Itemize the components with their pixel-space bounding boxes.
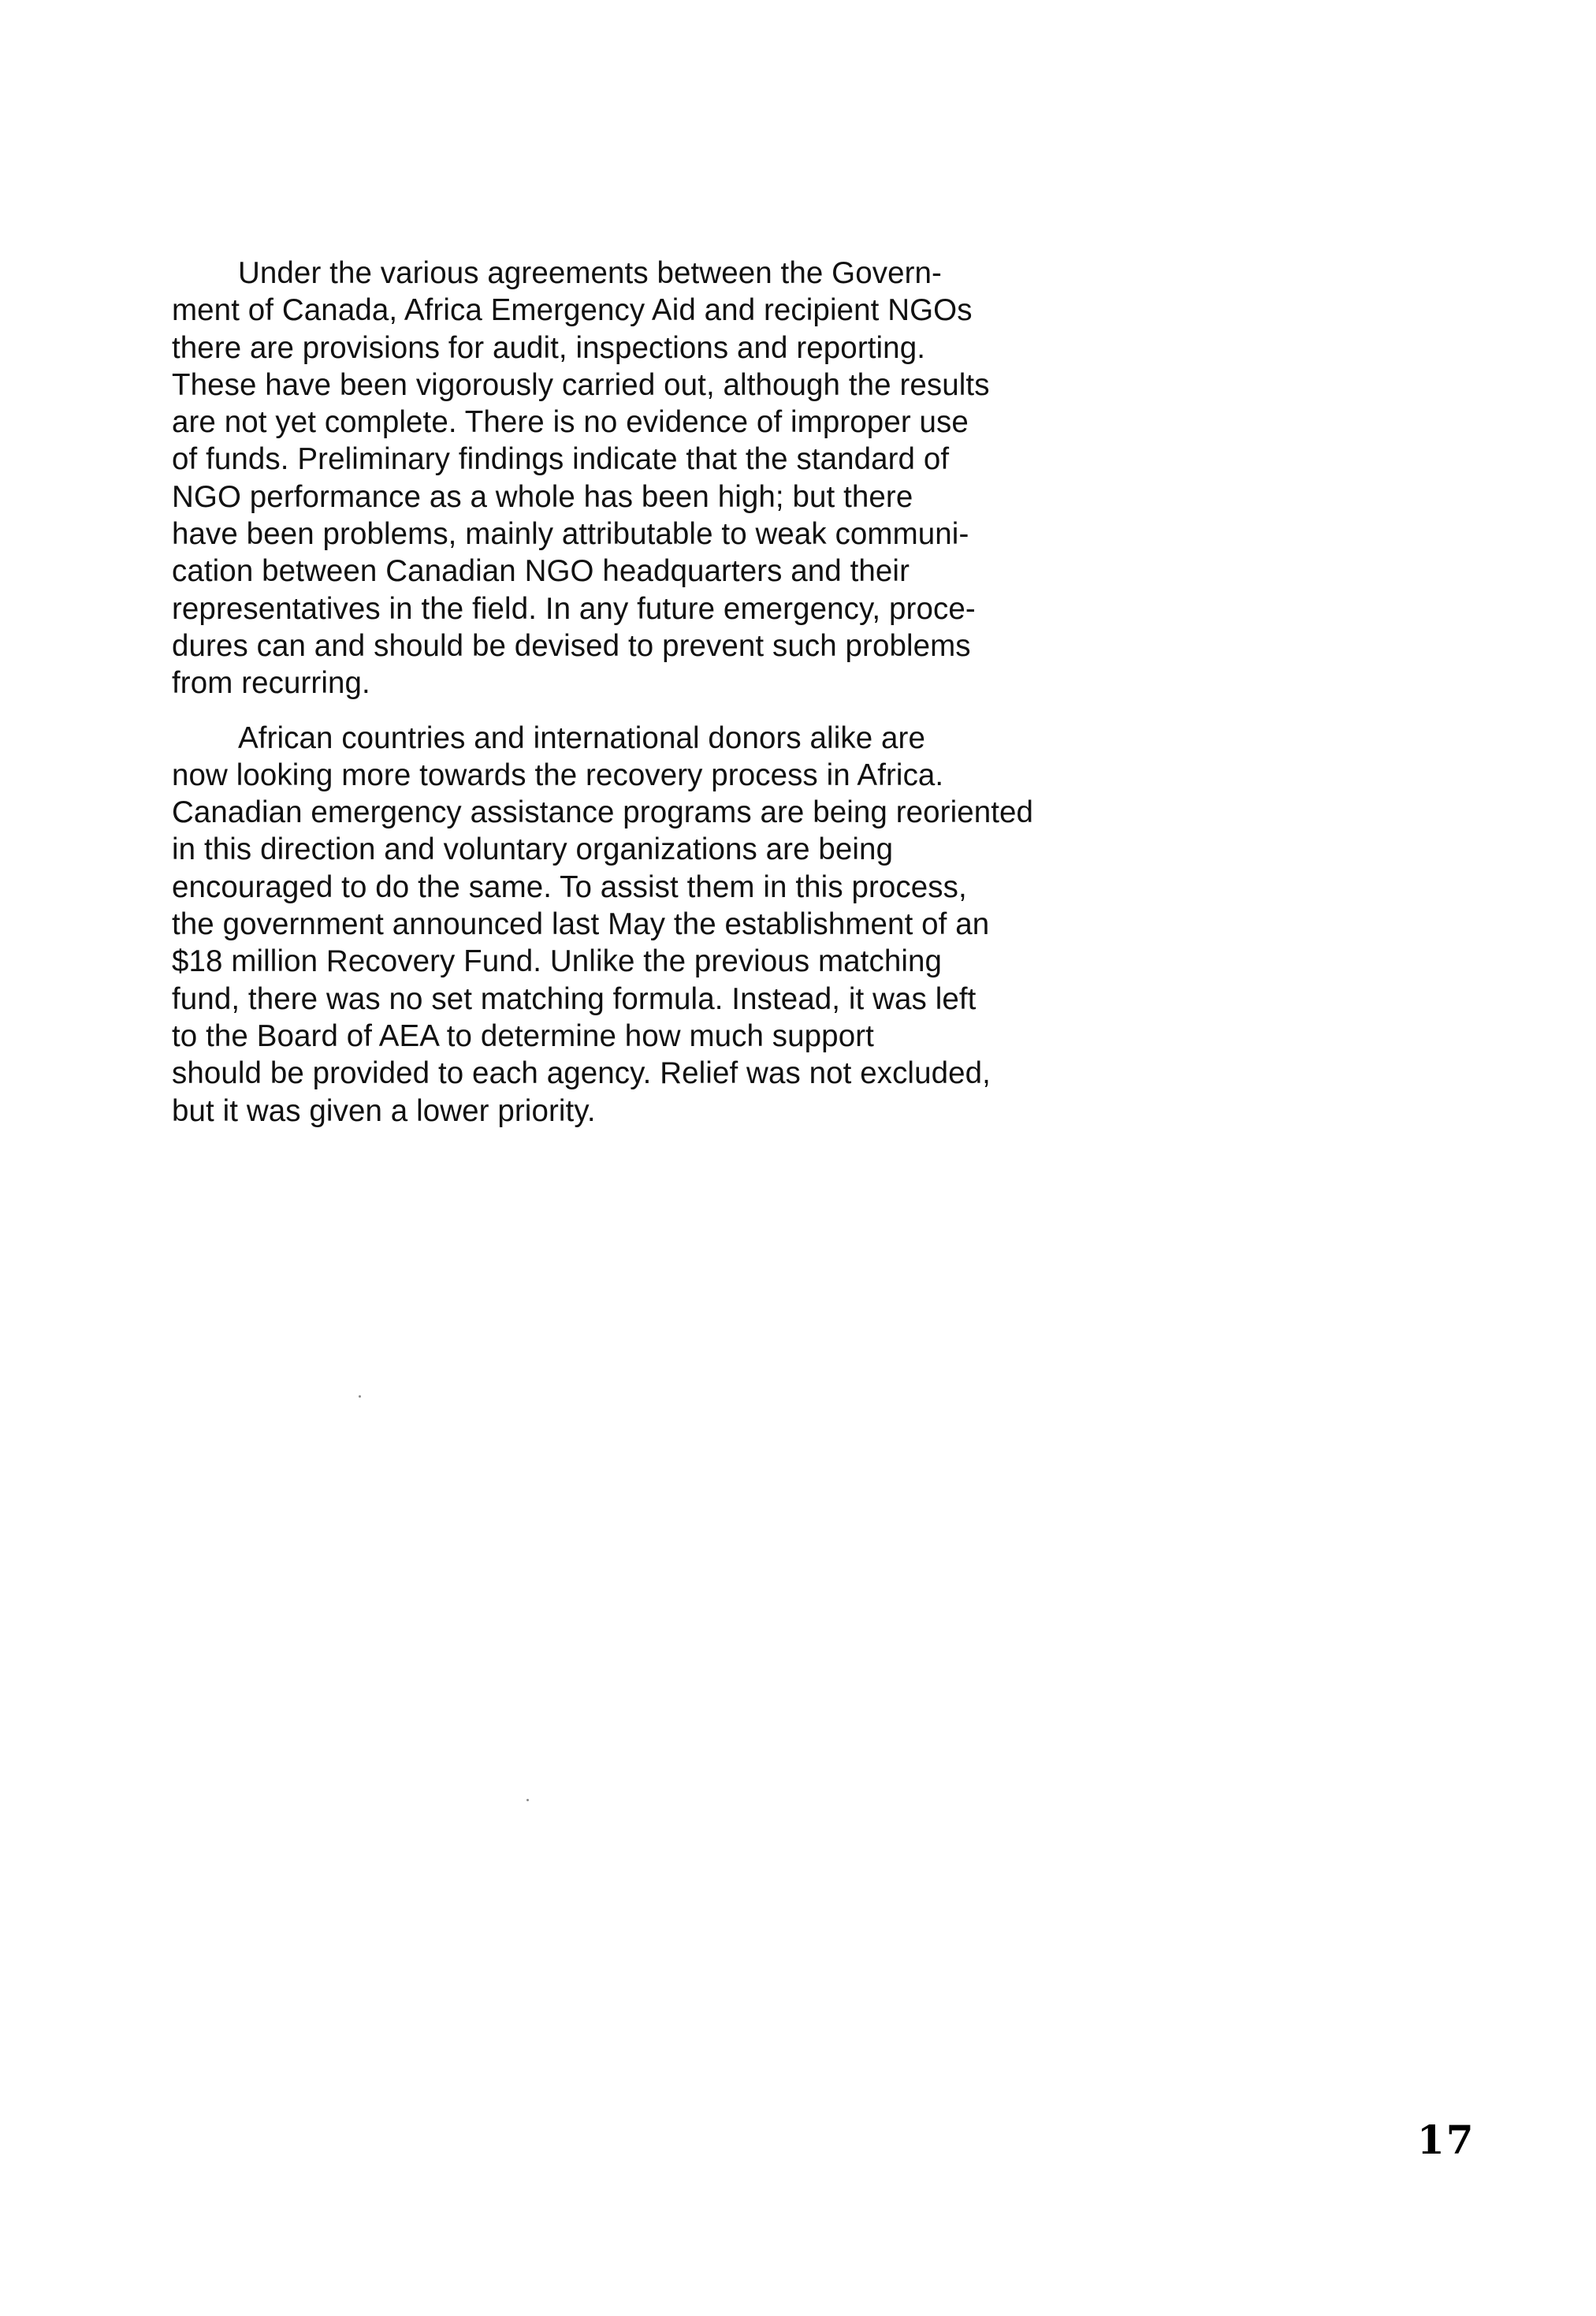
- paragraph-recovery: [172, 720, 1062, 1130]
- text-line: These have been vigorously carried out, although the results: [172, 367, 990, 402]
- paragraph-audit: [172, 255, 1062, 702]
- text-line: the government announced last May the establishment of an: [172, 907, 990, 942]
- text-line: have been problems, mainly attributable to weak communi-: [172, 517, 969, 552]
- scan-speck: [359, 1395, 361, 1398]
- text-line: cation between Canadian NGO headquarters and their: [172, 554, 910, 589]
- text-line: Canadian emergency assistance programs are being reoriented: [172, 795, 1034, 830]
- text-line: Under the various agreements between the Govern-: [238, 256, 942, 290]
- text-line: fund, there was no set matching formula. Instead, it was left: [172, 981, 977, 1016]
- text-line: ment of Canada, Africa Emergency Aid and recipient NGOs: [172, 293, 973, 328]
- page-number: 17: [1417, 2117, 1475, 2163]
- text-line: in this direction and voluntary organizations are being: [172, 832, 894, 867]
- text-line: representatives in the field. In any future emergency, proce-: [172, 591, 976, 626]
- text-line: African countries and international donors alike are: [238, 720, 925, 755]
- text-line: of funds. Preliminary findings indicate that the standard of: [172, 442, 950, 477]
- text-line: to the Board of AEA to determine how much support: [172, 1018, 874, 1053]
- text-line: NGO performance as a whole has been high; but there: [172, 479, 913, 514]
- text-line: $18 million Recovery Fund. Unlike the previous matching: [172, 944, 943, 979]
- scan-speck: [526, 1799, 529, 1801]
- text-line: from recurring.: [172, 666, 370, 701]
- body-text: [172, 255, 1062, 1130]
- text-line: are not yet complete. There is no evidence of improper use: [172, 405, 969, 440]
- text-line: now looking more towards the recovery process in Africa.: [172, 758, 944, 792]
- text-line: there are provisions for audit, inspections and reporting.: [172, 330, 926, 365]
- text-line: but it was given a lower priority.: [172, 1093, 596, 1128]
- text-line: encouraged to do the same. To assist them in this process,: [172, 869, 967, 904]
- text-line: should be provided to each agency. Relief was not excluded,: [172, 1056, 991, 1091]
- text-line: dures can and should be devised to prevent such problems: [172, 628, 971, 663]
